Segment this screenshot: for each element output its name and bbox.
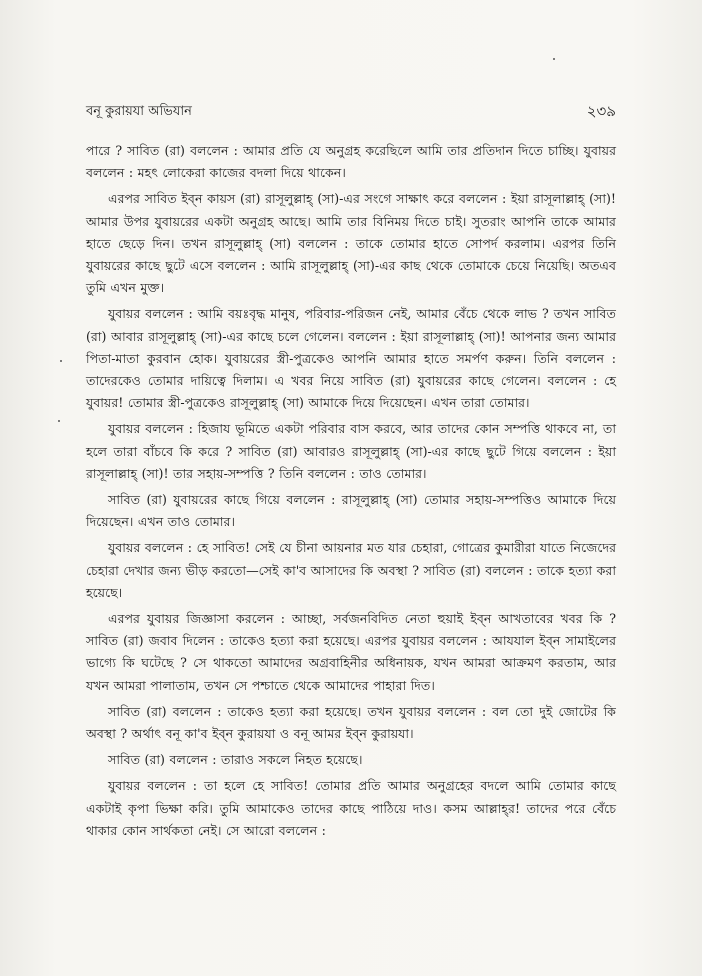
paragraph: যুবায়র বললেন : হে সাবিত! সেই যে চীনা আয়নার মত যার চেহারা, গোত্রের কুমারীরা যাতে নিজেদের চেহারা দেখার জন্য ভীড় করতো—সেই কা'ব আসাদের কি অবস্থা ? সাবিত (রা) বললেন : তাকে হত্যা করা হয়েছে।: [86, 540, 616, 600]
paragraph: এরপর যুবায়র জিজ্ঞাসা করলেন : আচ্ছা, সর্বজনবিদিত নেতা হুয়াই ইব্‌ন আখতাবের খবর কি ? সাবিত (রা) জবাব দিলেন : তাকেও হত্যা করা হয়েছে। এরপর যুবায়র বললেন : আযযাল ইব্‌ন সামাইলের ভাগ্যে কি ঘটেছে ? সে থাকতো আমাদের অগ্রবাহিনীর অধিনায়ক, যখন আমরা আক্রমণ করতাম, আর যখন আমরা পালাতাম, তখন সে পশ্চাতে থেকে আমাদের পাহারা দিত।: [86, 611, 616, 693]
paragraph: সাবিত (রা) যুবায়রের কাছে গিয়ে বললেন : রাসূলুল্লাহ্‌ (সা) তোমার সহায়-সম্পত্তিও আমাকে দিয়ে দিয়েছেন। এখন তাও তোমার।: [86, 492, 616, 530]
paragraph: সাবিত (রা) বললেন : তারাও সকলে নিহত হয়েছে।: [108, 752, 363, 768]
paper-speck: [58, 420, 60, 422]
page-number: ২৩৯: [586, 102, 616, 120]
paragraph: পারে ? সাবিত (রা) বললেন : আমার প্রতি যে অনুগ্রহ করেছিলে আমি তার প্রতিদান দিতে চাচ্ছি। যুবায়র বললেন : মহৎ লোকেরা কাজের বদলা দিয়ে থাকেন।: [86, 143, 616, 181]
paragraph: যুবায়র বললেন : আমি বয়ঃবৃদ্ধ মানুষ, পরিবার-পরিজন নেই, আমার বেঁচে থেকে লাভ ? তখন সাবিত (রা) আবার রাসূলুল্লাহ্‌ (সা)-এর কাছে চলে গেলেন। বললেন : ইয়া রাসূলাল্লাহ্‌ (সা)! আপনার জন্য আমার পিতা-মাতা কুরবান হোক। যুবায়রের স্ত্রী-পুত্রকেও আপনি আমার হাতে সমর্পণ করুন। তিনি বললেন : তাদেরকেও তোমার দায়িত্বে দিলাম। এ খবর নিয়ে সাবিত (রা) যুবায়রের কাছে গেলেন। বললেন : হে যুবায়র! তোমার স্ত্রী-পুত্রকেও রাসূলুল্লাহ্‌ (সা) আমাকে দিয়ে দিয়েছেন। এখন তারা তোমার।: [86, 306, 616, 411]
paper-speck: [60, 360, 62, 362]
paragraph: যুবায়র বললেন : তা হলে হে সাবিত! তোমার প্রতি আমার অনুগ্রহের বদলে আমি তোমার কাছে একটাই কৃপা ভিক্ষা করি। তুমি আমাকেও তাদের কাছে পাঠিয়ে দাও। কসম আল্লাহ্‌র! তাদের পরে বেঁচে থাকার কোন সার্থকতা নেই। সে আরো বললেন :: [86, 778, 616, 838]
body-text: [86, 140, 616, 846]
page-header: [86, 100, 616, 124]
paragraph: যুবায়র বললেন : হিজায ভূমিতে একটা পরিবার বাস করবে, আর তাদের কোন সম্পত্তি থাকবে না, তা হলে তারা বাঁচবে কি করে ? সাবিত (রা) আবারও রাসূলুল্লাহ্‌ (সা)-এর কাছে ছুটে গিয়ে বললেন : ইয়া রাসূলাল্লাহ্‌ (সা)! তার সহায়-সম্পত্তি ? তিনি বললেন : তাও তোমার।: [86, 421, 616, 481]
paragraph: সাবিত (রা) বললেন : তাকেও হত্যা করা হয়েছে। তখন যুবায়র বললেন : বল তো দুই জোটের কি অবস্থা ? অর্থাৎ বনূ কা'ব ইব্‌ন কুরায়যা ও বনূ আমর ইব্‌ন কুরায়যা।: [86, 703, 616, 742]
running-title: বনূ কুরায়যা অভিযান: [86, 104, 192, 119]
paragraph: এরপর সাবিত ইব্‌ন কায়স (রা) রাসূলুল্লাহ্‌ (সা)-এর সংগে সাক্ষাৎ করে বললেন : ইয়া রাসূলাল্লাহ্‌ (সা)! আমার উপর যুবায়রের একটা অনুগ্রহ আছে। আমি তার বিনিময় দিতে চাই। সুতরাং আপনি তাকে আমার হাতে ছেড়ে দিন। তখন রাসূলুল্লাহ্‌ (সা) বললেন : তাকে তোমার হাতে সোপর্দ করলাম। এরপর তিনি যুবায়রের কাছে ছুটে এসে বললেন : আমি রাসূলুল্লাহ্‌ (সা)-এর কাছ থেকে তোমাকে চেয়ে নিয়েছি। অতএব তুমি এখন মুক্ত।: [86, 191, 616, 296]
paper-speck: [553, 58, 555, 60]
